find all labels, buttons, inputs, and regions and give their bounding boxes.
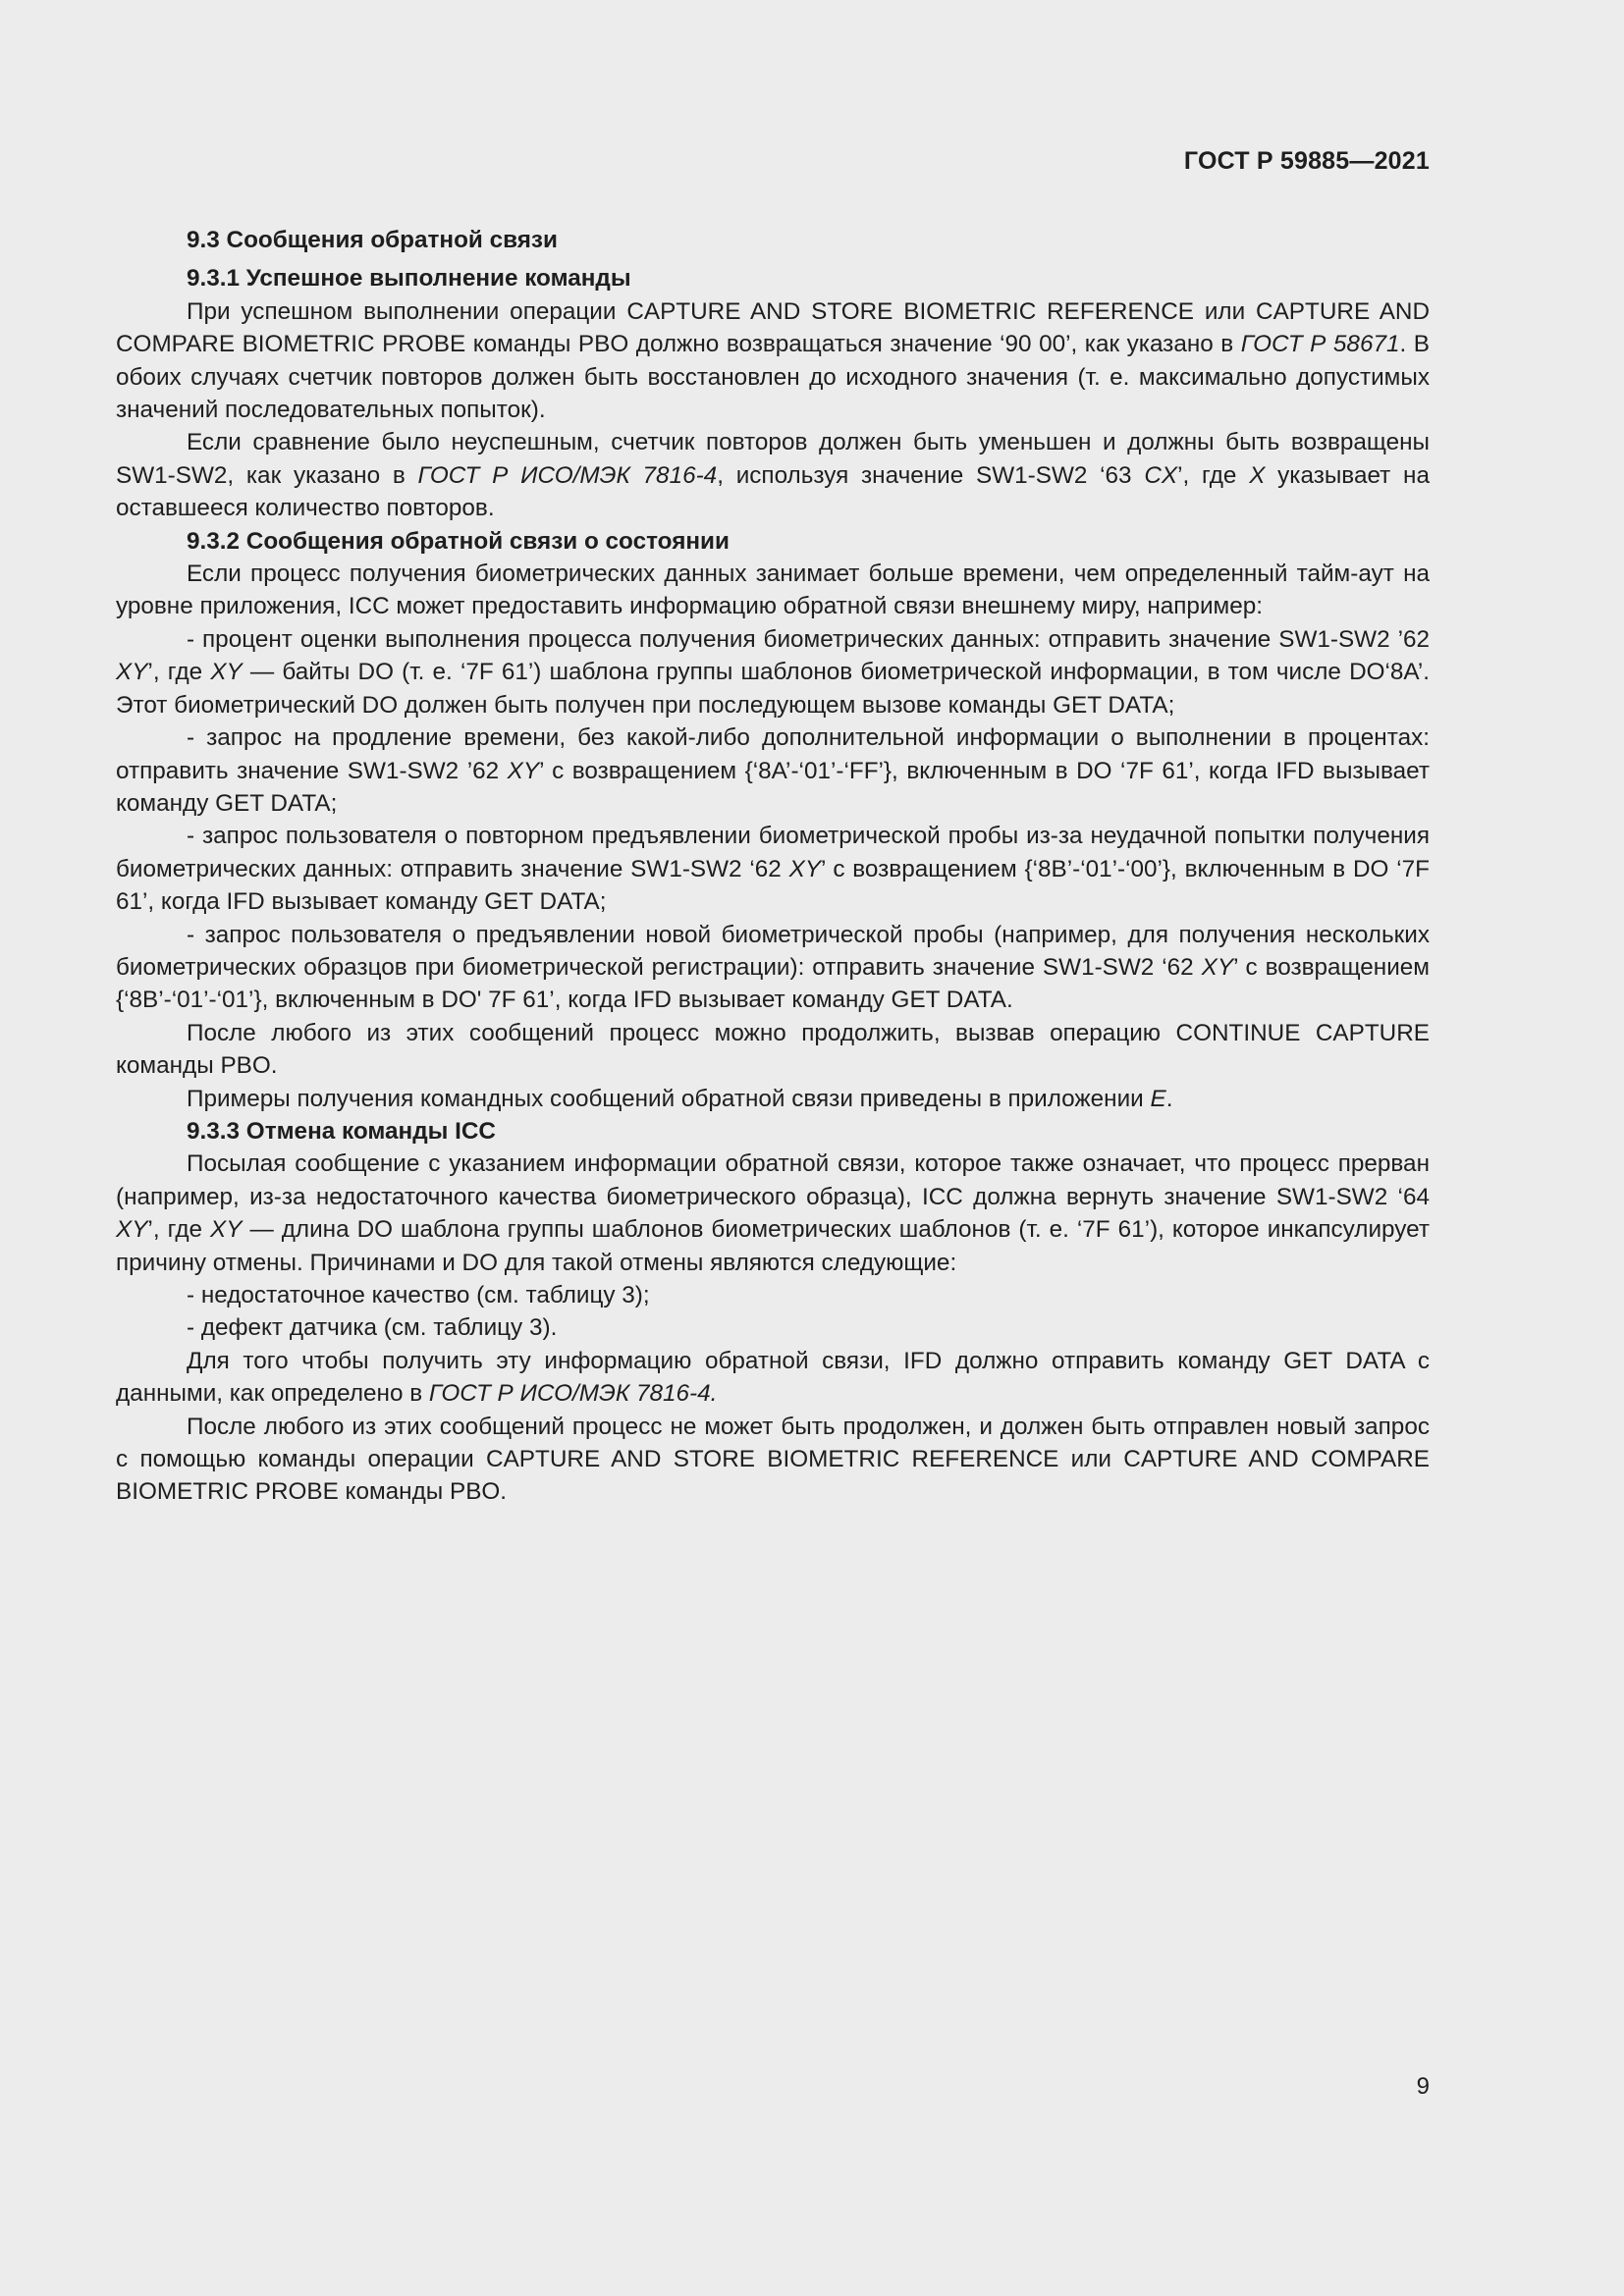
reference-gost-7816-4: ГОСТ Р ИСО/МЭК 7816-4. xyxy=(428,1380,718,1408)
list-item: - запрос на продление времени, без какой-либо дополнительной информации о выполнении в процентах: отправить значение SW1-SW2 ’62 XY’ с возвращением {‘8A’-‘01’-‘FF’}, включенным в DO ‘7F 61’, когда IFD вызывает команду GET DATA; xyxy=(116,724,1430,817)
document-code: ГОСТ Р 59885—2021 xyxy=(1183,147,1430,175)
paragraph-9-3-2-continue: После любого из этих сообщений процесс можно продолжить, вызвав операцию CONTINUE CAPTURE команды PBO. xyxy=(116,1019,1430,1080)
paragraph-9-3-3-get-data: Для того чтобы получить эту информацию обратной связи, IFD должно отправить команду GET DATA с данными, как определено в ГОСТ Р ИСО/МЭК 7816-4. xyxy=(116,1347,1430,1408)
subsection-heading-9-3-1: 9.3.1 Успешное выполнение команды xyxy=(187,265,631,293)
paragraph-9-3-1-failure: Если сравнение было неуспешным, счетчик повторов должен быть уменьшен и должны быть возвращены SW1-SW2, как указано в ГОСТ Р ИСО/МЭК 7816-4, используя значение SW1-SW2 ‘63 CX’, где X указывает на оставшееся количество повторов. xyxy=(116,429,1430,522)
paragraph-9-3-3-intro: Посылая сообщение с указанием информации обратной связи, которое также означает, что процесс прерван (например, из-за недостаточного качества биометрического образца), ICC должна вернуть значение SW1-SW2 ‘64 XY’, где XY — длина DO шаблона группы шаблонов биометрических шаблонов (т. е. ‘7F 61’), которое инкапсулирует причину отмены. Причинами и DO для такой отмены являются следующие: xyxy=(116,1150,1430,1276)
paragraph-9-3-2-intro: Если процесс получения биометрических данных занимает больше времени, чем определенный тайм-аут на уровне приложения, ICC может предоставить информацию обратной связи внешнему миру, например: xyxy=(116,561,1430,620)
list-item: - процент оценки выполнения процесса получения биометрических данных: отправить значение SW1-SW2 ’62 XY’, где XY — байты DO (т. е. ‘7F 61’) шаблона группы шаблонов биометрической информации, в том числе DO‘8A’. Этот биометрический DO должен быть получен при последующем вызове команды GET DATA; xyxy=(116,625,1430,719)
paragraph-9-3-1-success: При успешном выполнении операции CAPTURE AND STORE BIOMETRIC REFERENCE или CAPTURE AND COMPARE BIOMETRIC PROBE команды PBO должно возвращаться значение ‘90 00’, как указано в ГОСТ Р 58671. В обоих случаях счетчик повторов должен быть восстановлен до исходного значения (т. е. максимально допустимых значений последовательных попыток). xyxy=(116,297,1430,424)
section-heading-9-3: 9.3 Сообщения обратной связи xyxy=(187,227,558,253)
document-body xyxy=(116,224,1430,1509)
paragraph-9-3-2-examples: Примеры получения командных сообщений обратной связи приведены в приложении Е. xyxy=(187,1085,1173,1112)
paragraph-9-3-3-final: После любого из этих сообщений процесс не может быть продолжен, и должен быть отправлен новый запрос с помощью команды операции CAPTURE AND STORE BIOMETRIC REFERENCE или CAPTURE AND COMPARE BIOMETRIC PROBE команды PBO. xyxy=(116,1413,1430,1506)
reference-gost-58671: ГОСТ Р 58671 xyxy=(1240,331,1400,358)
subsection-heading-9-3-2: 9.3.2 Сообщения обратной связи о состоянии xyxy=(187,527,730,555)
list-item: - дефект датчика (см. таблицу 3). xyxy=(187,1314,558,1342)
subsection-heading-9-3-3: 9.3.3 Отмена команды ICC xyxy=(187,1117,496,1145)
reference-appendix-e: Е xyxy=(1150,1085,1166,1112)
reference-gost-7816-4: ГОСТ Р ИСО/МЭК 7816-4 xyxy=(417,461,718,489)
list-item: - запрос пользователя о повторном предъявлении биометрической пробы из-за неудачной попытки получения биометрических данных: отправить значение SW1-SW2 ‘62 XY’ с возвращением {‘8B’-‘01’-‘00’}, включенным в DO ‘7F 61’, когда IFD вызывает команду GET DATA; xyxy=(116,823,1430,916)
list-item: - запрос пользователя о предъявлении новой биометрической пробы (например, для получения нескольких биометрических образцов при биометрической регистрации): отправить значение SW1-SW2 ‘62 XY’ с возвращением {‘8B’-‘01’-‘01’}, включенным в DO' 7F 61’, когда IFD вызывает команду GET DATA. xyxy=(116,921,1431,1014)
page-number: 9 xyxy=(1416,2073,1430,2100)
list-item: - недостаточное качество (см. таблицу 3); xyxy=(187,1282,650,1308)
